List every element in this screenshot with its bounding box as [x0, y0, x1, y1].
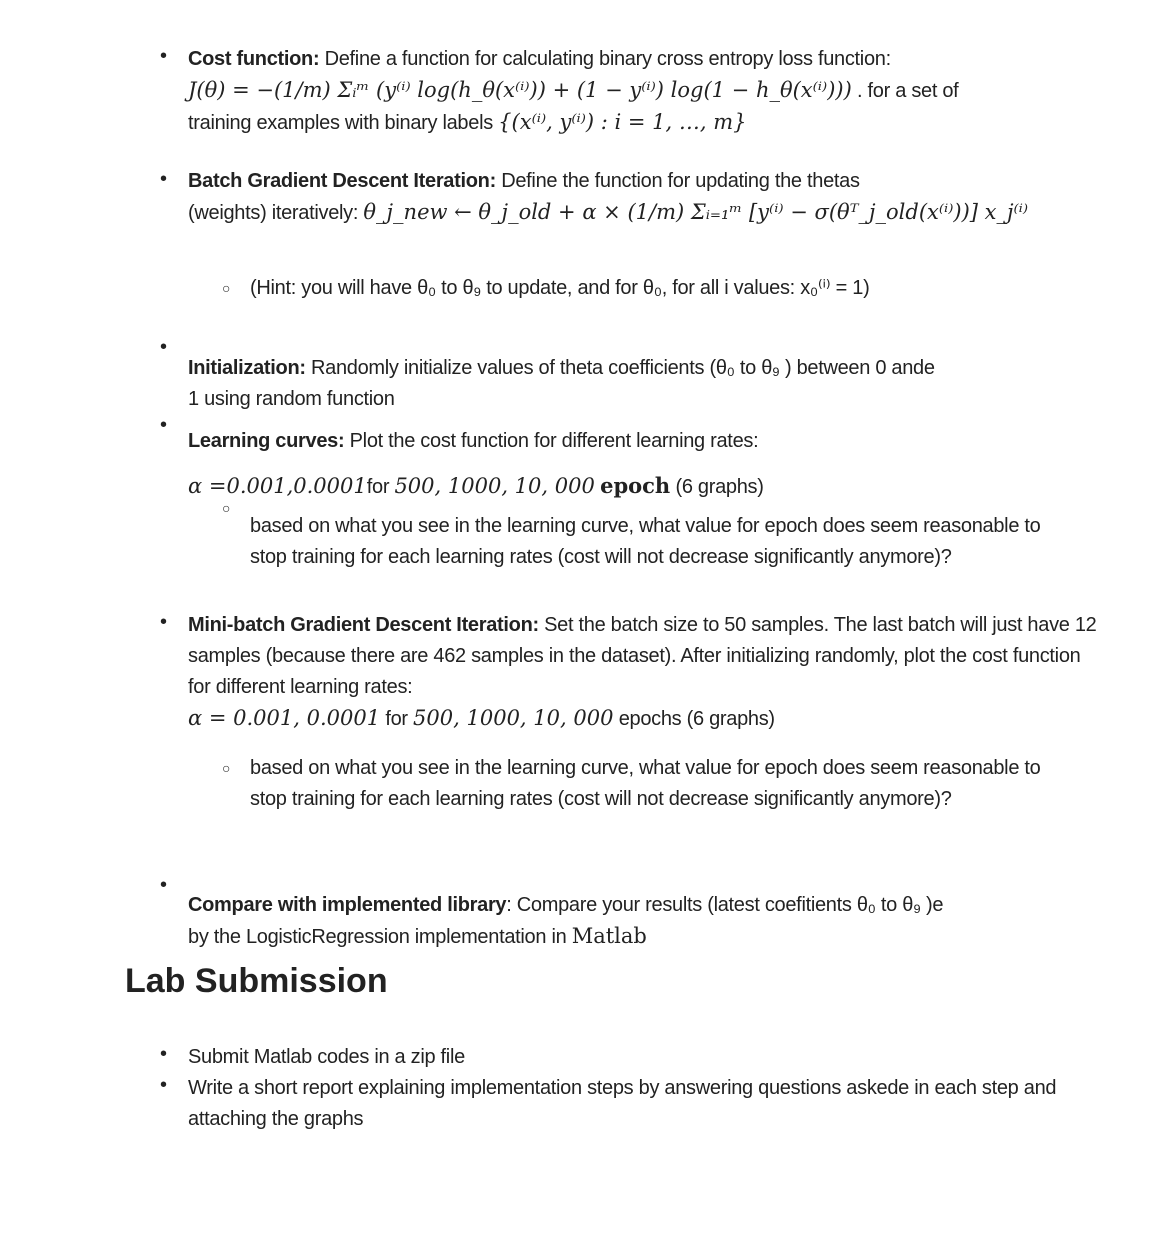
item-text: Define a function for calculating binary cross entropy loss function: [319, 48, 891, 70]
item-text: for [366, 476, 395, 498]
sub-bullet: ○ [222, 760, 231, 776]
learning-rates-line [188, 470, 1108, 503]
item-title: Learning curves: [188, 430, 345, 452]
bullet: • [160, 611, 168, 633]
label-set-formula: {(x⁽ⁱ⁾, y⁽ⁱ⁾) : i = 1, …, m} [498, 110, 747, 134]
item-text: Plot the cost function for different learning rates: [344, 430, 759, 452]
item-text: . for a set of [851, 80, 959, 102]
bullet: • [160, 1043, 168, 1065]
bullet: • [160, 1074, 168, 1096]
epoch-values: 500, 1000, 10, 000 [413, 706, 614, 730]
lab-submission-heading: Lab Submission [125, 962, 388, 1000]
sub-bullet: ○ [222, 500, 231, 516]
item-text: for [380, 708, 414, 730]
item-text: (weights) iteratively: [188, 202, 364, 224]
sub-bullet: ○ [222, 280, 231, 296]
hint-text: (Hint: you will have θ₀ to θ₉ to update, and for θ₀, for all i values: x₀⁽ⁱ⁾ = 1) [250, 277, 870, 299]
initialization-item [188, 353, 1108, 415]
item-title: Mini-batch Gradient Descent Iteration: [188, 614, 539, 636]
epoch-label: epoch [600, 473, 671, 498]
item-text: 1 using random function [188, 388, 395, 410]
alpha-values: α =0.001,0.0001 [188, 474, 367, 498]
compare-item [188, 890, 1108, 953]
item-text: epochs (6 graphs) [613, 708, 775, 730]
alpha-values: α = 0.001, 0.0001 [188, 706, 381, 730]
item-text: Set the batch size to 50 samples. The last batch will just have 12 samples (because there are 462 samples in the dataset). After initializing randomly, plot the cost function for different learning rates: [188, 614, 1097, 698]
learning-curves-item [188, 426, 1108, 457]
item-text: (6 graphs) [670, 476, 764, 498]
batch-gd-item [188, 166, 1108, 229]
bullet: • [160, 414, 168, 436]
item-title: Compare with implemented library [188, 894, 507, 916]
cost-formula: J(θ) = −(1/m) Σᵢᵐ (y⁽ⁱ⁾ log(h_θ(x⁽ⁱ⁾)) + (1 − y⁽ⁱ⁾) log(1 − h_θ(x⁽ⁱ⁾))) [188, 78, 852, 102]
item-text: Define the function for updating the thetas [495, 170, 860, 192]
epoch-values: 500, 1000, 10, 000 [394, 474, 595, 498]
update-formula: θ_j_new ← θ_j_old + α × (1/m) Σᵢ₌₁ᵐ [y⁽ⁱ⁾ − σ(θᵀ_j_old(x⁽ⁱ⁾))] x_j⁽ⁱ⁾ [363, 200, 1029, 224]
submission-item: Submit Matlab codes in a zip file [188, 1046, 465, 1068]
matlab-text: Matlab [571, 924, 647, 948]
item-title: Batch Gradient Descent Iteration: [188, 170, 496, 192]
submission-item: Write a short report explaining implementation steps by answering questions askede in each step and attaching the graphs [188, 1077, 1057, 1130]
sub-question: based on what you see in the learning curve, what value for epoch does seem reasonable to stop training for each learning rates (cost will not decrease significantly anymore)? [250, 515, 1041, 568]
item-text: Randomly initialize values of theta coefficients (θ₀ to θ₉ ) between 0 ande [305, 357, 935, 379]
item-text: training examples with binary labels [188, 112, 499, 134]
bullet: • [160, 168, 168, 190]
item-title: Cost function: [188, 48, 320, 70]
item-text: : Compare your results (latest coefitients θ₀ to θ₉ )e [506, 894, 944, 916]
mini-batch-item [188, 610, 1108, 735]
item-text: by the LogisticRegression implementation in [188, 926, 572, 948]
bullet: • [160, 45, 168, 67]
item-title: Initialization: [188, 357, 306, 379]
bullet: • [160, 874, 168, 896]
cost-function-item [188, 44, 1108, 139]
bullet: • [160, 336, 168, 358]
sub-question: based on what you see in the learning curve, what value for epoch does seem reasonable to stop training for each learning rates (cost will not decrease significantly anymore)? [250, 757, 1041, 810]
